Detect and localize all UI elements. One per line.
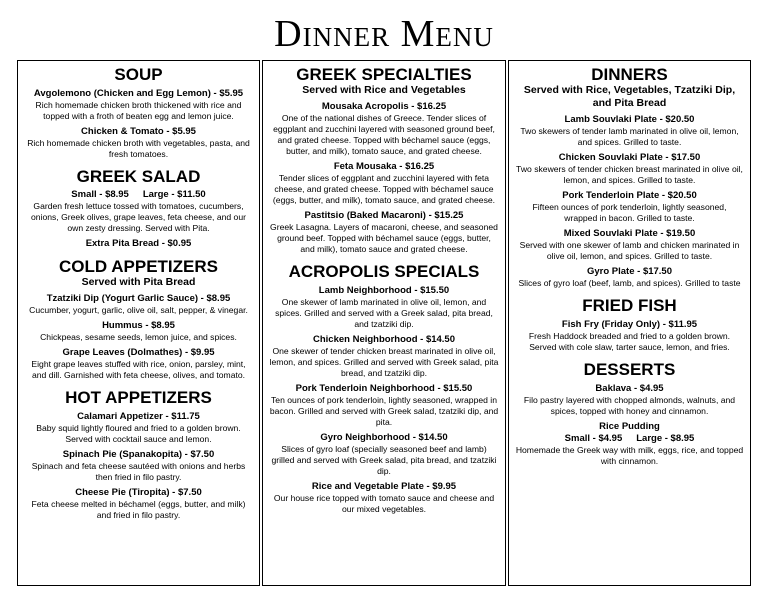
menu-item-desc: Feta cheese melted in béchamel (eggs, butter, and milk) and fried in filo pastry. <box>31 499 246 520</box>
greek-specialties-heading: GREEK SPECIALTIES <box>296 65 472 84</box>
salad-large-price: Large - $11.50 <box>142 189 206 200</box>
menu-item-name: Feta Mousaka - $16.25 <box>333 161 435 172</box>
menu-item-desc: Ten ounces of pork tenderloin, lightly seasoned, wrapped in bacon. Grilled and served with Greek salad, tzatziki dip, and pita. <box>269 395 499 427</box>
menu-title: Dinner Menu <box>274 13 494 55</box>
menu-item-name: Lamb Neighborhood - $15.50 <box>318 285 450 296</box>
cold-appetizers-heading: COLD APPETIZERS <box>59 257 218 276</box>
dinners-heading: DINNERS <box>591 65 668 84</box>
fried-fish-heading: FRIED FISH <box>582 296 677 315</box>
menu-item-desc: Slices of gyro loaf (beef, lamb, and spices). Grilled to taste <box>518 278 741 288</box>
menu-item-desc: Baby squid lightly floured and fried to a golden brown. Served with cocktail sauce and lemon. <box>36 423 241 444</box>
menu-item-desc: Tender slices of eggplant and zucchini layered with feta cheese, and grated cheese. Topped with béchamel sauce (eggs, butter, and milk), tomato sauce, and grated cheese. <box>272 173 496 205</box>
menu-item-name: Mixed Souvlaki Plate - $19.50 <box>563 228 696 239</box>
menu-item-desc: One skewer of lamb marinated in olive oil, lemon, and spices. Grilled and served with a Greek salad, pita bread, and tzatziki dip. <box>275 297 493 329</box>
menu-item-name: Fish Fry (Friday Only) - $11.95 <box>561 319 698 330</box>
menu-item-name: Pastitsio (Baked Macaroni) - $15.25 <box>304 210 464 221</box>
menu-item-desc: Filo pastry layered with chopped almonds, walnuts, and spices, topped with honey and cinnamon. <box>523 395 736 416</box>
left-column <box>17 60 260 586</box>
menu-item-name: Chicken Neighborhood - $14.50 <box>313 334 455 345</box>
acropolis-specials-heading: ACROPOLIS SPECIALS <box>288 262 480 281</box>
hot-appetizers-heading: HOT APPETIZERS <box>65 388 212 407</box>
pudding-sizes <box>515 433 744 445</box>
right-column <box>508 60 751 586</box>
menu-item-name: Mousaka Acropolis - $16.25 <box>321 101 447 112</box>
soup-heading: SOUP <box>114 65 163 84</box>
pudding-small-price: Small - $4.95 <box>564 433 623 444</box>
menu-item-desc: Chickpeas, sesame seeds, lemon juice, and spices. <box>40 332 237 342</box>
menu-item-name: Baklava - $4.95 <box>595 383 664 394</box>
menu-item-desc: Cucumber, yogurt, garlic, olive oil, salt, pepper, & vinegar. <box>29 305 248 315</box>
menu-item-desc: One of the national dishes of Greece. Tender slices of eggplant and zucchini layered with seasoned ground beef, and grated cheese. Topped with béchamel sauce (eggs, butter, and milk), tomato sauce, and grated cheese. <box>273 113 495 156</box>
menu-item-name: Gyro Neighborhood - $14.50 <box>320 432 448 443</box>
menu-item-desc: Two skewers of tender chicken breast marinated in olive oil, lemon, and spices. Grilled to taste. <box>516 164 743 185</box>
menu-item-desc: Rich homemade chicken broth thickened with rice and topped with a froth of beaten egg and lemon juice. <box>35 100 242 121</box>
menu-item-desc: Fresh Haddock breaded and fried to a golden brown. Served with cole slaw, tarter sauce, lemon, and fries. <box>528 331 731 352</box>
menu-item-name: Cheese Pie (Tiropita) - $7.50 <box>75 487 202 498</box>
menu-item-desc: One skewer of tender chicken breast marinated in olive oil, lemon, and spices. Grilled and served with Greek salad, pita bread, and tzatziki dip. <box>269 346 499 378</box>
menu-item-desc: Garden fresh lettuce tossed with tomatoes, cucumbers, onions, Greek olives, grape leaves, feta cheese, and our own zesty dressing. Served with Pita. <box>31 201 246 233</box>
menu-item-name: Hummus - $8.95 <box>102 320 175 331</box>
menu-item-desc: Rich homemade chicken broth with vegetables, pasta, and fresh tomatoes. <box>27 138 250 159</box>
menu-item-desc: Slices of gyro loaf (specially seasoned beef and lamb) grilled and served with Greek salad, pita bread, and tzatziki dip. <box>271 444 497 476</box>
menu-item-name: Chicken & Tomato - $5.95 <box>81 126 196 137</box>
greek-salad-heading: GREEK SALAD <box>76 167 201 186</box>
menu-item-name: Grape Leaves (Dolmathes) - $9.95 <box>62 347 215 358</box>
pudding-large-price: Large - $8.95 <box>636 433 695 444</box>
menu-item-name: Lamb Souvlaki Plate - $20.50 <box>564 114 695 125</box>
menu-item-desc: Our house rice topped with tomato sauce and cheese and our mixed vegetables. <box>273 493 495 514</box>
menu-item-name: Gyro Plate - $17.50 <box>586 266 673 277</box>
cold-appetizers-subtitle: Served with Pita Bread <box>81 276 196 288</box>
menu-item-desc: Served with one skewer of lamb and chicken marinated in olive oil, lemon, and spices. Grilled to taste. <box>519 240 740 261</box>
salad-sizes <box>24 189 253 201</box>
menu-item-desc: Two skewers of tender lamb marinated in olive oil, lemon, and spices. Grilled to taste. <box>520 126 739 147</box>
menu-item-name: Tzatziki Dip (Yogurt Garlic Sauce) - $8.95 <box>46 293 231 304</box>
salad-small-price: Small - $8.95 <box>71 189 129 200</box>
menu-item-name: Rice Pudding <box>599 421 660 432</box>
extra-pita-item: Extra Pita Bread - $0.95 <box>85 238 192 249</box>
greek-specialties-subtitle: Served with Rice and Vegetables <box>302 84 466 96</box>
menu-item-name: Rice and Vegetable Plate - $9.95 <box>311 481 457 492</box>
menu-item-desc: Fifteen ounces of pork tenderloin, lightly seasoned, wrapped in bacon. Grilled to taste. <box>532 202 727 223</box>
menu-item-name: Calamari Appetizer - $11.75 <box>77 411 200 422</box>
menu-item-name: Pork Tenderloin Neighborhood - $15.50 <box>295 383 473 394</box>
menu-item-desc: Greek Lasagna. Layers of macaroni, cheese, and seasoned ground beef. Topped with béchamel sauce (eggs, butter, and milk), tomato sauce and grated cheese. <box>270 222 498 254</box>
menu-item-desc: Homemade the Greek way with milk, eggs, rice, and topped with cinnamon. <box>515 445 744 466</box>
menu-item-name: Avgolemono (Chicken and Egg Lemon) - $5.95 <box>33 88 244 99</box>
menu-item-desc: Eight grape leaves stuffed with rice, onion, parsley, mint, and dill. Garnished with feta cheese, olives, and tomato. <box>31 359 246 380</box>
middle-column <box>262 60 506 586</box>
menu-item-name: Spinach Pie (Spanakopita) - $7.50 <box>62 449 215 460</box>
menu-item-name: Chicken Souvlaki Plate - $17.50 <box>558 152 701 163</box>
menu-item-name: Pork Tenderloin Plate - $20.50 <box>562 190 697 201</box>
menu-item-desc: Spinach and feta cheese sautéed with onions and herbs then fried in filo pastry. <box>31 461 246 482</box>
dinners-subtitle: Served with Rice, Vegetables, Tzatziki Dip, and Pita Bread <box>523 84 736 109</box>
desserts-heading: DESSERTS <box>583 360 676 379</box>
